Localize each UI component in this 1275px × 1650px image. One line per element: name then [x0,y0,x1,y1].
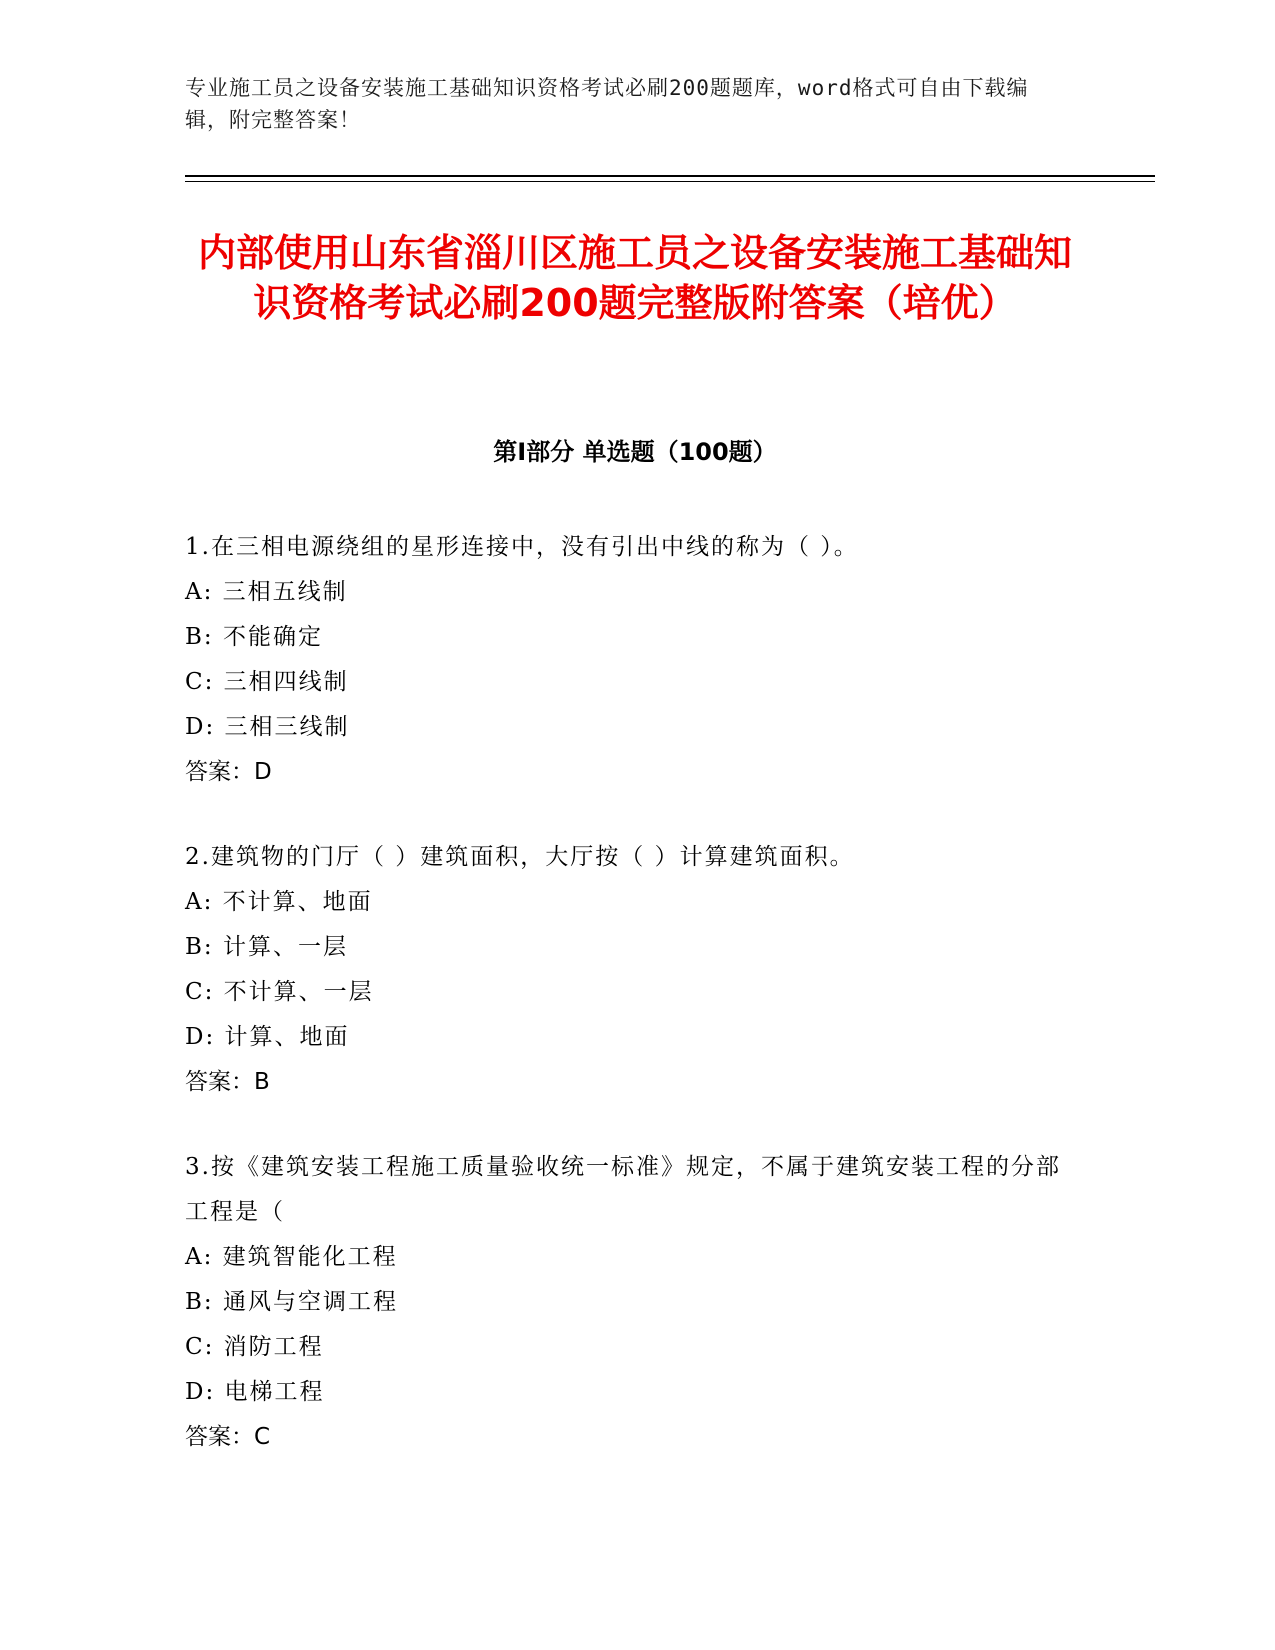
question-stem: 2.建筑物的门厅（ ）建筑面积，大厅按（ ）计算建筑面积。 [185,844,855,870]
option-d: D: 三相三线制 [185,714,350,740]
header-rule-thin [185,181,1155,182]
option-d: D: 计算、地面 [185,1024,350,1050]
document-title: 内部使用山东省淄川区施工员之设备安装施工基础知识资格考试必刷200题完整版附答案（培优） [197,231,1072,325]
question-stem: 3.按《建筑安装工程施工质量验收统一标准》规定，不属于建筑安装工程的分部工程是（ [185,1154,1061,1225]
question-item [185,1145,1065,1460]
answer-line: 答案：C [185,1424,271,1450]
question-item [185,835,1065,1105]
option-d: D: 电梯工程 [185,1379,325,1405]
question-stem: 1.在三相电源绕组的星形连接中，没有引出中线的称为（ ）。 [185,534,859,560]
option-a: A: 不计算、地面 [185,889,373,915]
option-b: B: 计算、一层 [185,934,348,960]
option-a: A: 建筑智能化工程 [185,1244,398,1270]
option-a: A: 三相五线制 [185,579,348,605]
option-b: B: 通风与空调工程 [185,1289,398,1315]
page-header-text: 专业施工员之设备安装施工基础知识资格考试必刷200题题库，word格式可自由下载编辑，附完整答案！ [185,76,1029,132]
option-c: C: 不计算、一层 [185,979,374,1005]
question-list [185,525,1065,1500]
answer-line: 答案：D [185,759,272,785]
header-rule-thick [185,175,1155,177]
option-b: B: 不能确定 [185,624,323,650]
question-item [185,525,1065,795]
section-title: 第Ⅰ部分 单选题（100题） [493,438,777,466]
answer-line: 答案：B [185,1069,270,1095]
option-c: C: 三相四线制 [185,669,349,695]
option-c: C: 消防工程 [185,1334,324,1360]
